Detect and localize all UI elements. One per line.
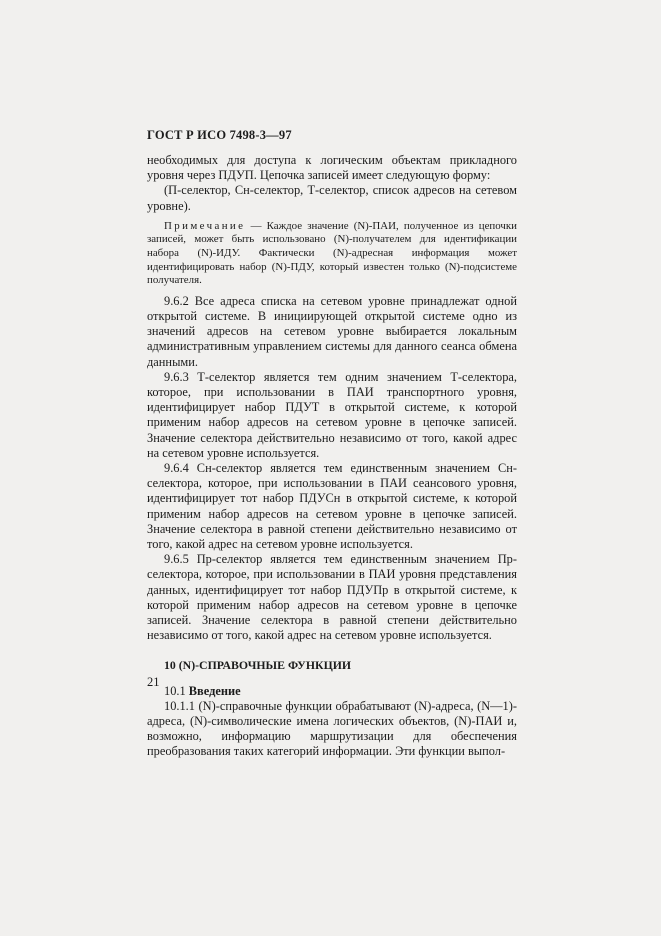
paragraph-9-6-2: 9.6.2 Все адреса списка на сетевом уровне принадлежат одной открытой системе. В инициирующей открытой системе одно из значений адресов на сетевом уровне выбирается локальным административным управлением системы для данного сеанса обмена данными. (147, 293, 517, 369)
paragraph-10-1-1: 10.1.1 (N)-справочные функции обрабатывают (N)-адреса, (N—1)-адреса, (N)-символические имена логических объектов, (N)-ПАИ и, возможно, информацию маршрутизации для обеспечения преобразования таких категорий информации. Эти функции выпол- (147, 698, 517, 759)
note-text: — Каждое значение (N)-ПАИ, полученное из цепочки записей, может быть использовано (N)-получателем для идентификации набора (N)-ИДУ. Фактически (N)-адресная информация может идентифицировать набор (N)-ПДУ, который известен только (N)-подсистеме получателя. (147, 219, 517, 287)
paragraph-intro: необходимых для доступа к логическим объектам прикладного уровня через ПДУП. Цепочка записей имеет следующую форму: (147, 153, 517, 183)
running-header: ГОСТ Р ИСО 7498-3—97 (147, 128, 292, 142)
subsection-number: 10.1 (164, 683, 189, 698)
note-block (147, 220, 517, 288)
subsection-heading (147, 684, 517, 699)
section-title: 10 (N)-СПРАВОЧНЫЕ ФУНКЦИИ (164, 658, 352, 673)
page-number: 21 (147, 675, 160, 689)
note-label: Примечание (164, 219, 246, 232)
paragraph-9-6-4: 9.6.4 Сн-селектор является тем единственным значением Сн-селектора, которое, при использовании в ПАИ сеансового уровня, идентифицирует тот набор ПДУСн в открытой системе, к которой применим набор адресов на сетевом уровне в цепочке записей. Значение селектора в равной степени действительно независимо от того, какой адрес на сетевом уровне используется. (147, 461, 517, 552)
page-body (147, 153, 517, 760)
subsection-title: Введение (188, 683, 241, 698)
paragraph-record-form: (П-селектор, Сн-селектор, Т-селектор, список адресов на сетевом уровне). (147, 183, 517, 213)
paragraph-9-6-3: 9.6.3 Т-селектор является тем одним значением Т-селектора, которое, при использовании в ПАИ транспортного уровня, идентифицирует набор ПДУТ в открытой системе, к которой применим набор адресов на сетевом уровне в цепочке записей. Значение селектора действительно независимо от того, какой адрес на сетевом уровне используется. (147, 369, 517, 460)
paragraph-9-6-5: 9.6.5 Пр-селектор является тем единственным значением Пр-селектора, которое, при использовании в ПАИ уровня представления данных, идентифицирует тот набор ПДУПр в открытой системе, к которой применим набор адресов на сетевом уровне в цепочке записей. Значение селектора в равной степени действительно независимо от того, какой адрес на сетевом уровне используется. (147, 552, 517, 643)
